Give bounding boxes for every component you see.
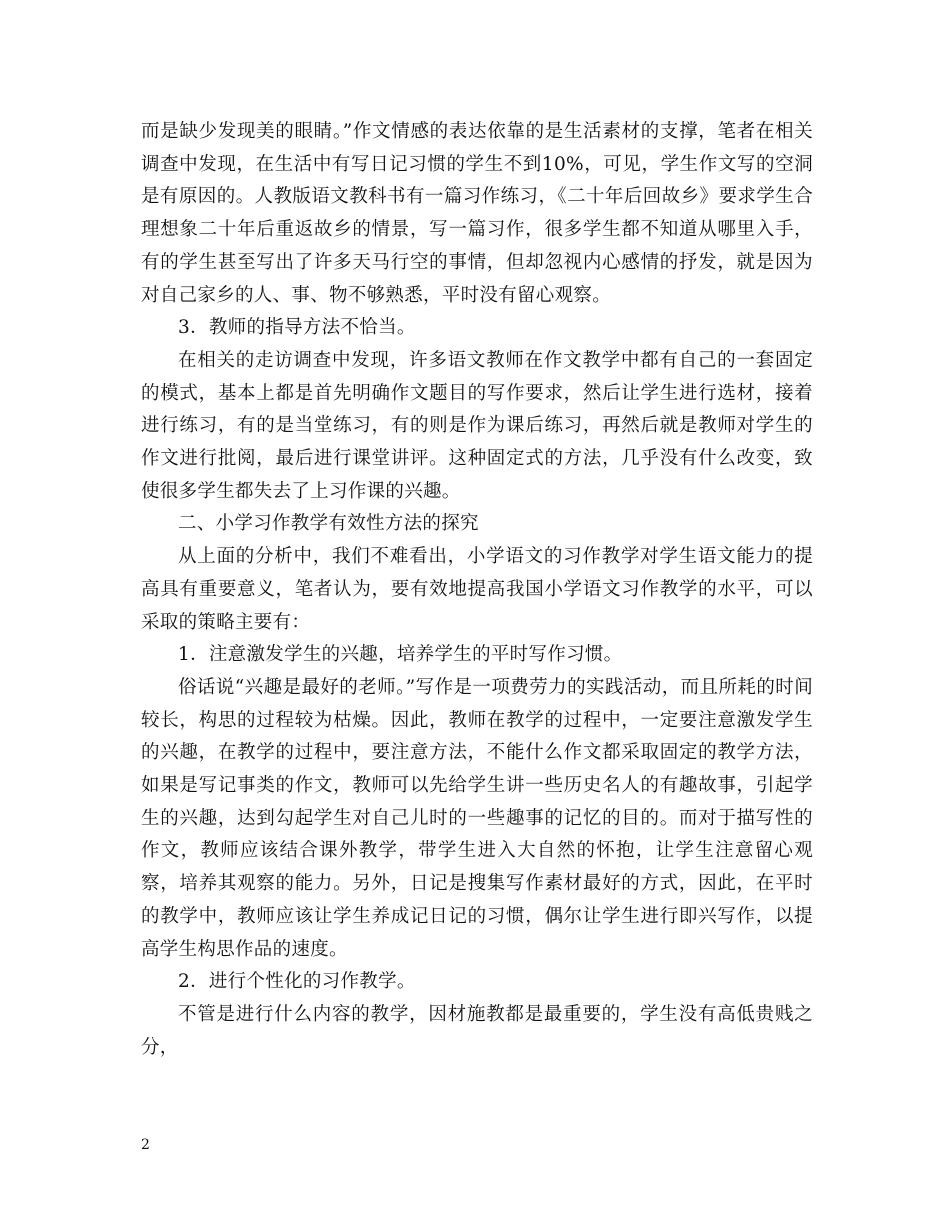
paragraph: 从上面的分析中，我们不难看出，小学语文的习作教学对学生语文能力的提高具有重要意义，笔者认为，要有效地提高我国小学语文习作教学的水平，可以采取的策略主要有： xyxy=(141,546,813,633)
paragraph: 不管是进行什么内容的教学，因材施教都是最重要的，学生没有高低贵贱之分， xyxy=(141,1003,813,1058)
body-text xyxy=(141,116,813,1064)
paragraph: 2．进行个性化的习作教学。 xyxy=(178,971,416,993)
paragraph: 1．注意激发学生的兴趣，培养学生的平时写作习惯。 xyxy=(178,644,623,666)
paragraph: 3．教师的指导方法不恰当。 xyxy=(178,317,416,339)
paragraph: 在相关的走访调查中发现，许多语文教师在作文教学中都有自己的一套固定的模式，基本上都是首先明确作文题目的写作要求，然后让学生进行选材，接着进行练习，有的是当堂练习，有的则是作为课后练习，再然后就是教师对学生的作文进行批阅，最后进行课堂讲评。这种固定式的方法，几乎没有什么改变，致使很多学生都失去了上习作课的兴趣。 xyxy=(141,349,813,502)
paragraph: 俗话说“兴趣是最好的老师。”写作是一项费劳力的实践活动，而且所耗的时间较长，构思的过程较为枯燥。因此，教师在教学的过程中，一定要注意激发学生的兴趣，在教学的过程中，要注意方法，不能什么作文都采取固定的教学方法，如果是写记事类的作文，教师可以先给学生讲一些历史名人的有趣故事，引起学生的兴趣，达到勾起学生对自己儿时的一些趣事的记忆的目的。而对于描写性的作文，教师应该结合课外教学，带学生进入大自然的怀抱，让学生注意留心观察，培养其观察的能力。另外，日记是搜集写作素材最好的方式，因此，在平时的教学中，教师应该让学生养成记日记的习惯，偶尔让学生进行即兴写作，以提高学生构思作品的速度。 xyxy=(141,676,813,960)
paragraph: 而是缺少发现美的眼睛。”作文情感的表达依靠的是生活素材的支撑，笔者在相关调查中发现，在生活中有写日记习惯的学生不到10%，可见，学生作文写的空洞是有原因的。人教版语文教科书有一篇习作练习，《二十年后回故乡》要求学生合理想象二十年后重返故乡的情景，写一篇习作，很多学生都不知道从哪里入手，有的学生甚至写出了许多天马行空的事情，但却忽视内心感情的抒发，就是因为对自己家乡的人、事、物不够熟悉，平时没有留心观察。 xyxy=(141,121,813,306)
page-number: 2 xyxy=(141,1137,150,1153)
section-heading: 二、小学习作教学有效性方法的探究 xyxy=(178,513,479,535)
